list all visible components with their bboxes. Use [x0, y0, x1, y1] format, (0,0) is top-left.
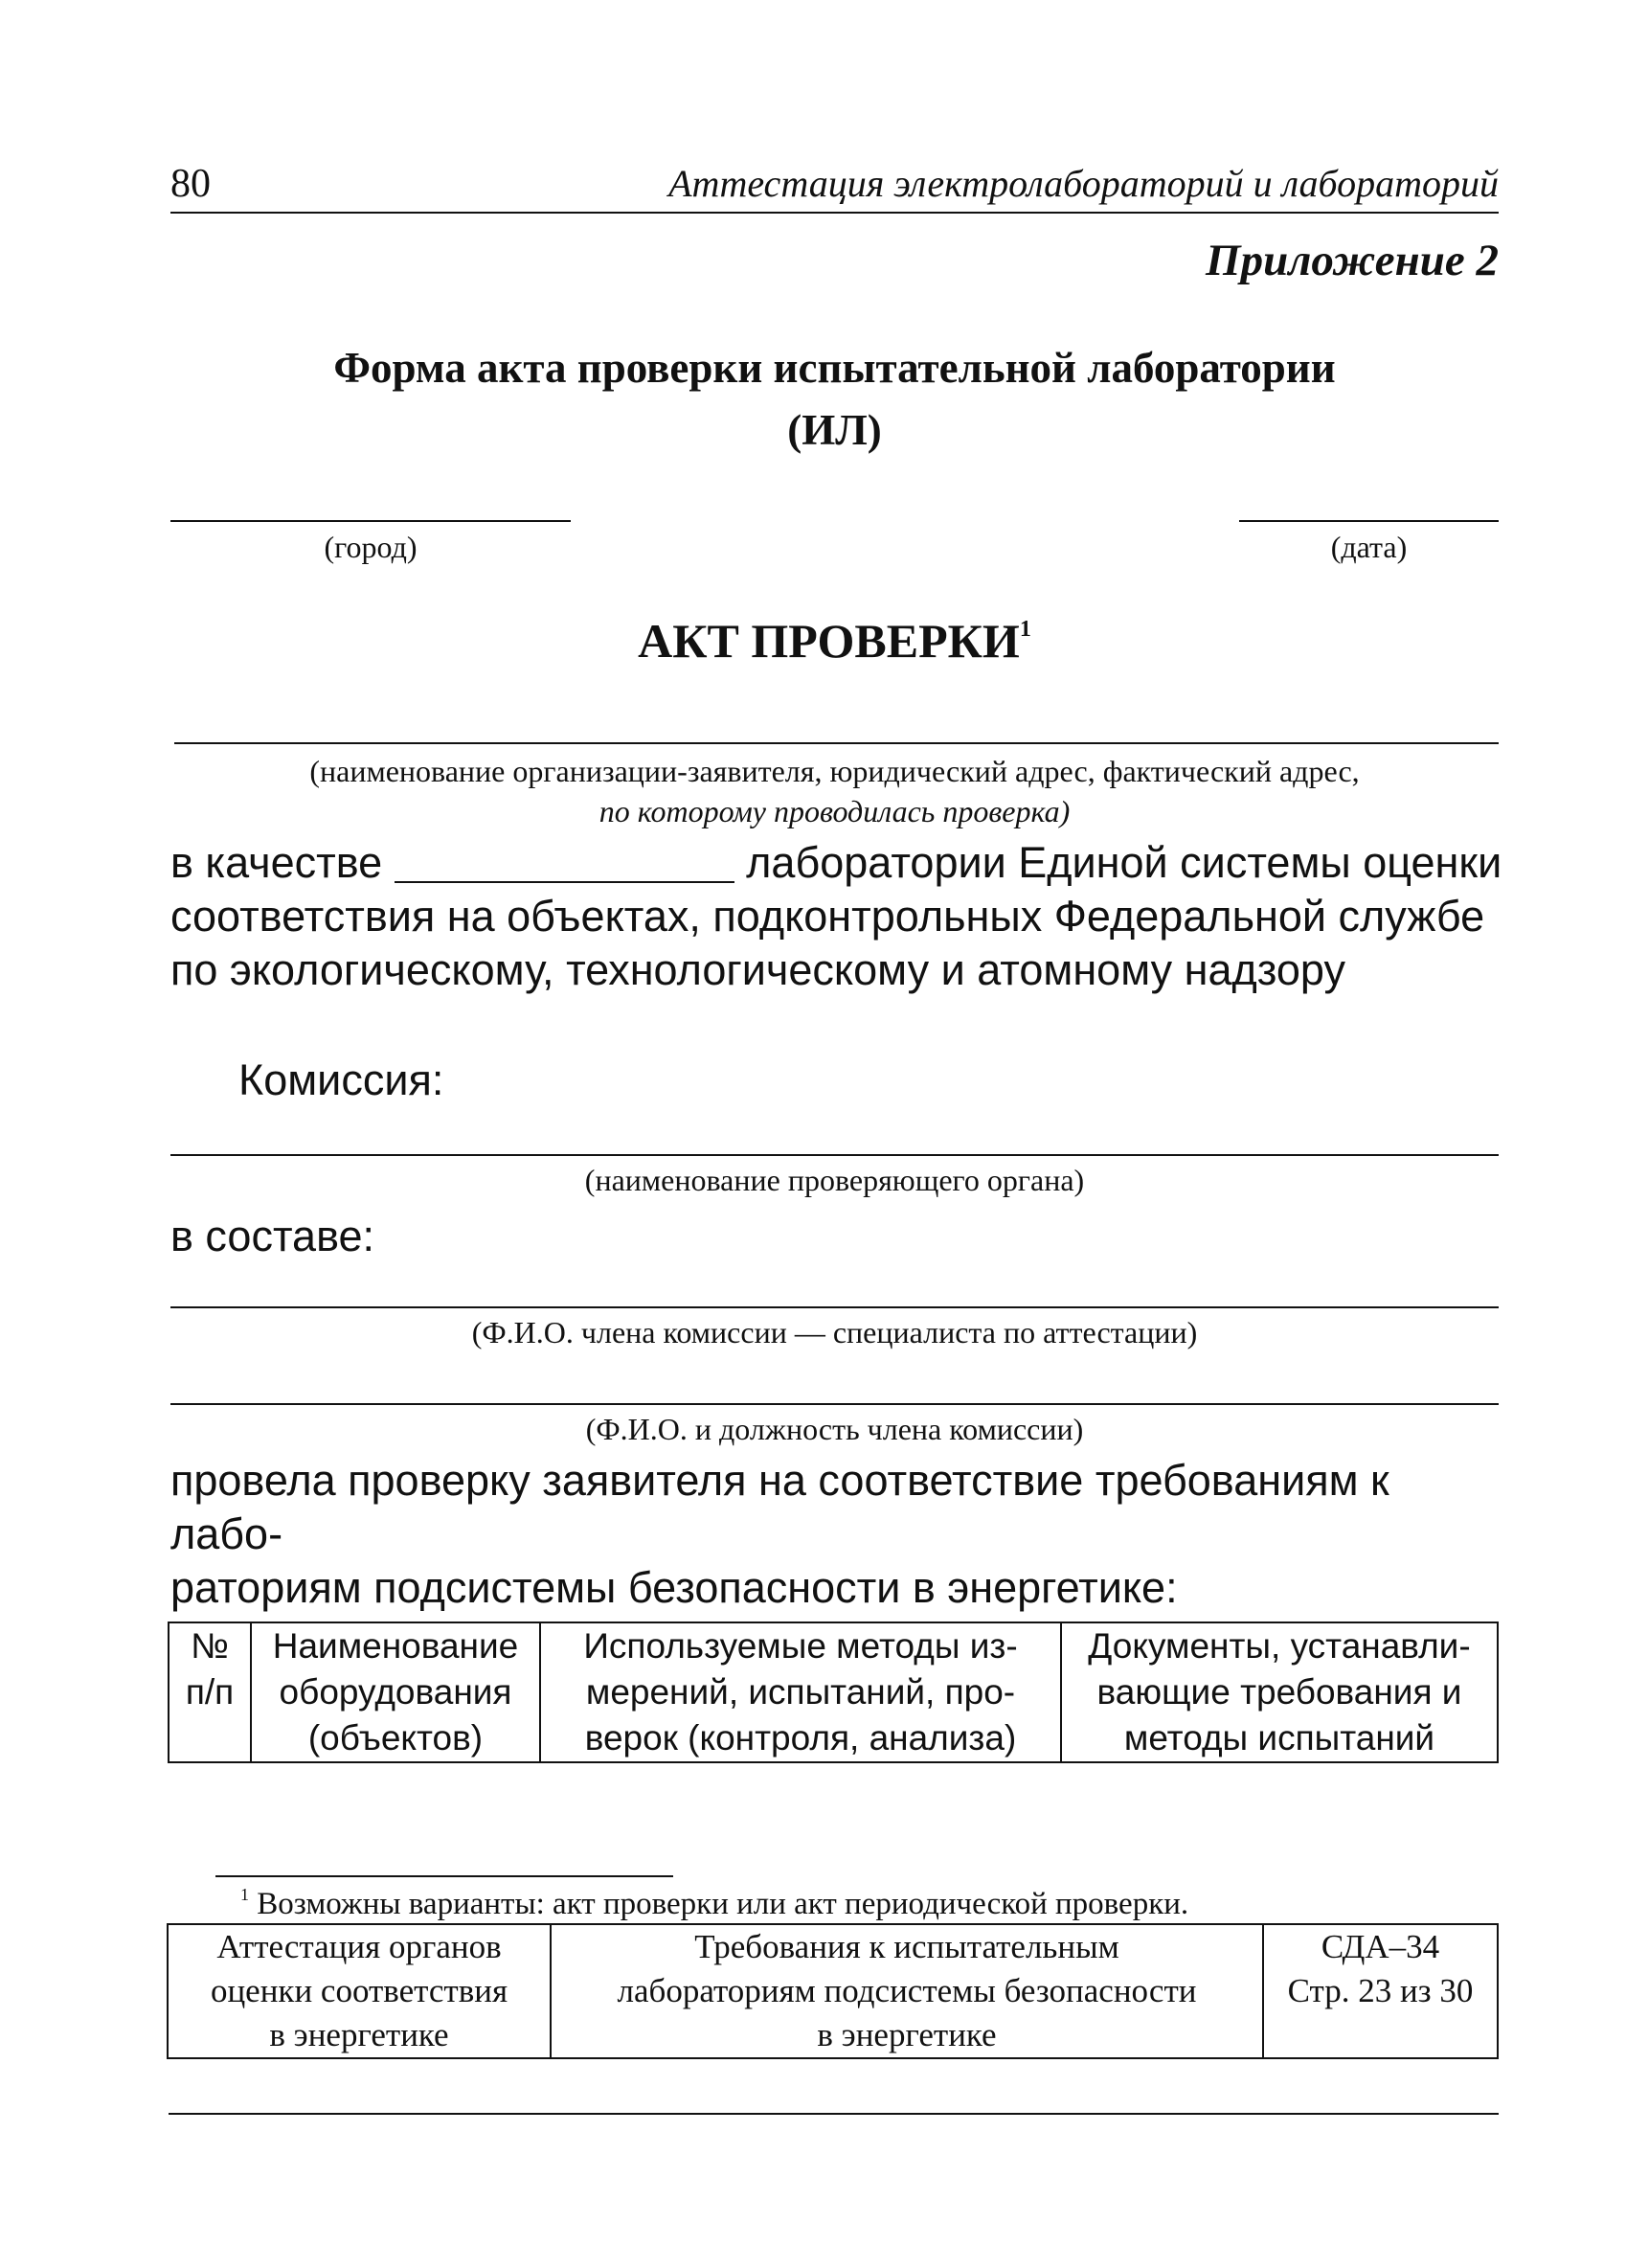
footer-doc-code: СДА–34: [1321, 1928, 1440, 1965]
conclusion-line1: провела проверку заявителя на соответствие требованиям к лабо-: [170, 1456, 1389, 1558]
footer-cell-attestation: [168, 1924, 551, 2058]
body-line1: [170, 836, 1511, 890]
inspecting-body-blank-line: [170, 1154, 1499, 1156]
col-number-line2: п/п: [185, 1672, 235, 1712]
col-equipment-line1: Наименование: [272, 1626, 519, 1666]
member2-blank-line: [170, 1403, 1499, 1405]
footer-row: [168, 1924, 1498, 2058]
act-footnote-mark: 1: [1019, 617, 1031, 642]
col-equipment-header: [251, 1622, 540, 1762]
bottom-divider: [169, 2113, 1499, 2115]
footer-cell2-line1: Требования к испытательным: [694, 1928, 1119, 1965]
header-divider: [170, 212, 1499, 214]
footer-cell2-line3: в энергетике: [817, 2016, 997, 2053]
col-documents-header: [1061, 1622, 1498, 1762]
quality-suffix: лаборатории Единой системы оценки: [746, 838, 1502, 887]
body-paragraph: [170, 836, 1511, 997]
applicant-caption-line2: по которому проводилась проверка): [598, 794, 1071, 828]
form-title-line1: Форма акта проверки испытательной лаборатории: [333, 344, 1336, 392]
equipment-table: [168, 1622, 1499, 1763]
composition-label: в составе:: [170, 1212, 375, 1260]
footnote-divider: [215, 1875, 673, 1877]
footnote: [240, 1885, 1188, 1922]
appendix-label: Приложение 2: [1206, 236, 1499, 285]
applicant-blank-line: [174, 742, 1499, 744]
inspecting-body-caption: (наименование проверяющего органа): [584, 1163, 1085, 1197]
conclusion-paragraph: [170, 1454, 1511, 1615]
footer-cell2-line2: лабораториям подсистемы безопасности: [617, 1972, 1197, 2009]
quality-prefix: в качестве: [170, 838, 383, 887]
col-documents-line2: вающие требования и: [1096, 1672, 1462, 1712]
col-number-line1: №: [191, 1626, 229, 1666]
footnote-text: Возможны варианты: акт проверки или акт периодической проверки.: [257, 1887, 1189, 1921]
footer-cell1-line2: оценки соответствия: [210, 1972, 508, 2009]
running-title: Аттестация электролабораторий и лабораторий: [668, 162, 1499, 205]
conclusion-line2: раториям подсистемы безопасности в энергетике:: [170, 1563, 1178, 1612]
footer-cell-doc-code: [1263, 1924, 1498, 2058]
act-title-text: АКТ ПРОВЕРКИ: [638, 614, 1020, 668]
col-methods-line2: мерений, испытаний, про-: [585, 1672, 1016, 1712]
footer-cell-requirements: [551, 1924, 1263, 2058]
col-number-header: [169, 1622, 251, 1762]
footer-page-count: Стр. 23 из 30: [1287, 1972, 1474, 2009]
city-label: (город): [324, 530, 418, 564]
footer-cell1-line1: Аттестация органов: [216, 1928, 502, 1965]
col-documents-line1: Документы, устанавли-: [1088, 1626, 1471, 1666]
body-line2: соответствия на объектах, подконтрольных Федеральной службе: [170, 892, 1485, 941]
col-methods-header: [540, 1622, 1061, 1762]
col-equipment-line2: оборудования: [279, 1672, 512, 1712]
footer-cell1-line3: в энергетике: [269, 2016, 449, 2053]
date-label: (дата): [1330, 530, 1408, 564]
applicant-caption-line1: (наименование организации-заявителя, юридический адрес, фактический адрес,: [309, 754, 1360, 788]
member1-caption: (Ф.И.О. члена комиссии — специалиста по аттестации): [471, 1315, 1198, 1349]
body-line3: по экологическому, технологическому и атомному надзору: [170, 945, 1345, 994]
col-methods-line1: Используемые методы из-: [583, 1626, 1018, 1666]
form-title-line2: (ИЛ): [787, 406, 882, 454]
footnote-mark: 1: [240, 1885, 249, 1904]
col-documents-line3: методы испытаний: [1123, 1718, 1435, 1758]
col-equipment-line3: (объектов): [307, 1718, 484, 1758]
form-title: [170, 337, 1499, 462]
col-number-line3: [175, 1715, 244, 1761]
col-methods-line3: верок (контроля, анализа): [584, 1718, 1017, 1758]
table-header-row: [169, 1622, 1498, 1762]
city-blank-line: [170, 520, 571, 522]
act-title: [170, 613, 1499, 669]
commission-label: Комиссия:: [238, 1055, 444, 1104]
member1-blank-line: [170, 1306, 1499, 1308]
quality-blank: [395, 843, 734, 883]
document-footer-table: [167, 1923, 1499, 2059]
member2-caption: (Ф.И.О. и должность члена комиссии): [585, 1412, 1084, 1446]
applicant-caption: [170, 751, 1499, 831]
date-blank-line: [1239, 520, 1499, 522]
page-number: 80: [170, 162, 211, 206]
